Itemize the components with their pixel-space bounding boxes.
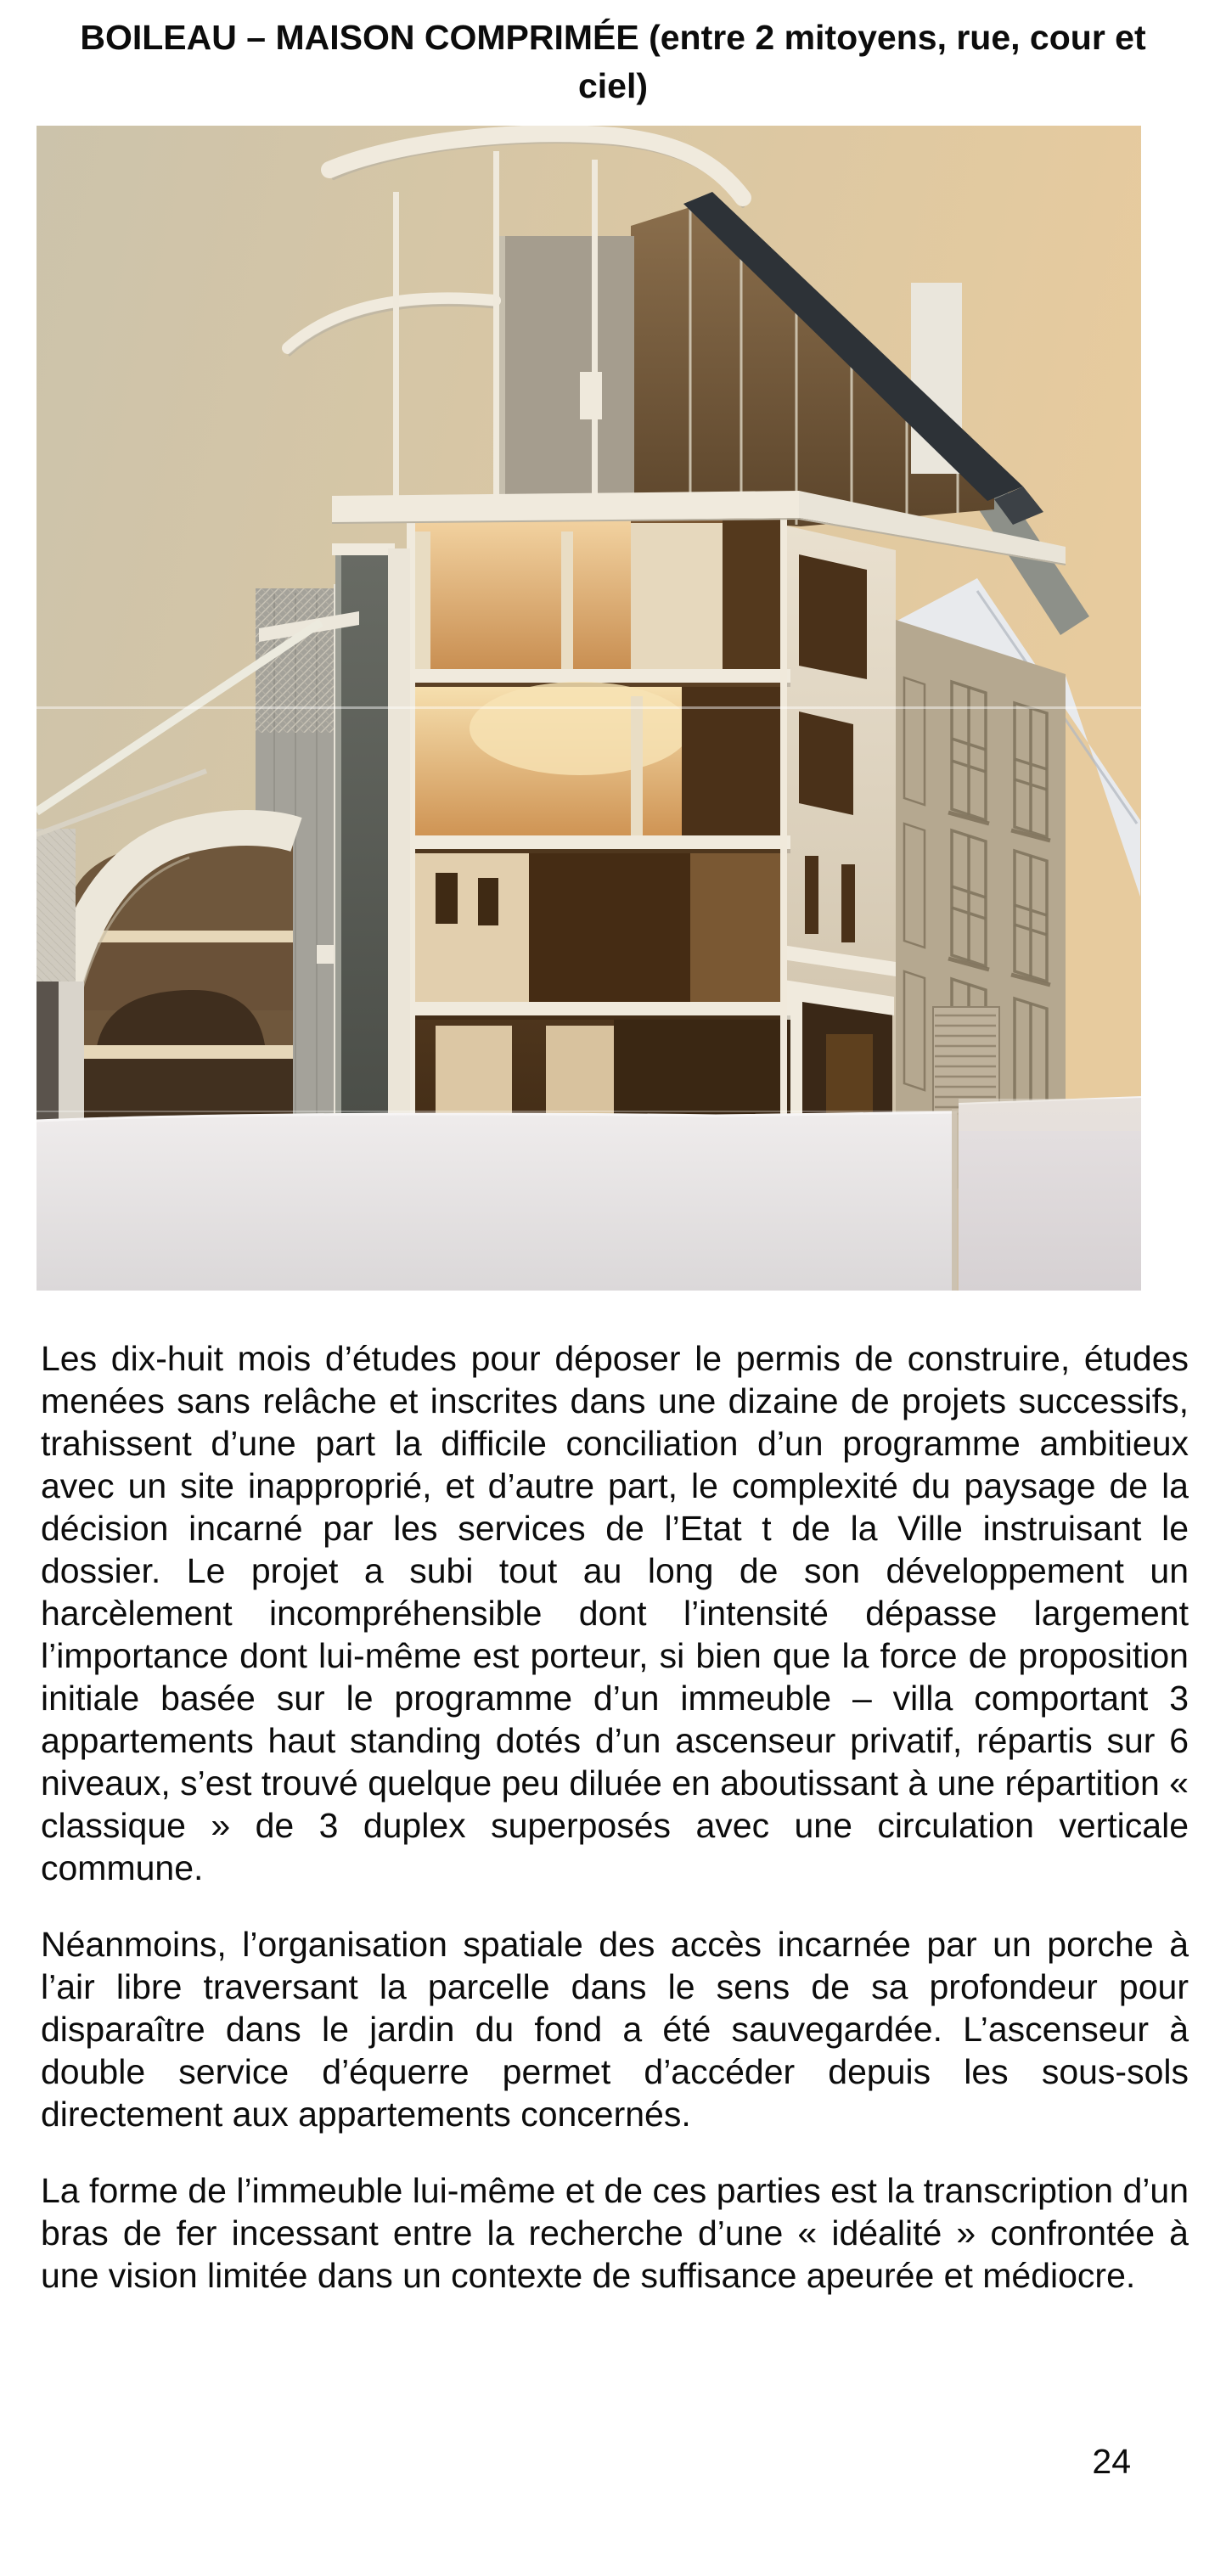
page-title: BOILEAU – MAISON COMPRIMÉE (entre 2 mitoyens, rue, cour et ciel) [80,18,1146,105]
scan-line [37,706,1141,709]
page-number: 24 [1092,2442,1131,2481]
foreground-wall [37,1097,1141,1291]
paragraph-2: Néanmoins, l’organisation spatiale des accès incarnée par un porche à l’air libre traversant la parcelle dans le sens de sa profondeur pour disparaître dans le jardin du fond a été sauvegardée. L’ascenseur à double service d’équerre permet d’accéder depuis les sous-sols directement aux appartements concernés. [41,1925,1189,2134]
model-photo-figure [37,126,1141,1291]
louver-grille [933,1007,999,1114]
paragraph-1: Les dix-huit mois d’études pour déposer le permis de construire, études menées sans relâche et inscrites dans une dizaine de projets successifs, trahissent d’une part la difficile conciliation d’un programme ambitieux avec un site inapproprié, et d’autre part, le complexité du paysage de la décision incarné par les services de l’Etat t de la Ville instruisant le dossier. Le projet a subi tout au long de son développement un harcèlement incompréhensible dont l’intensité dépasse largement l’importance dont lui-même est porteur, si bien que la force de proposition initiale basée sur le programme d’un immeuble – villa comportant 3 appartements haut standing dotés d’un ascenseur privatif, répartis sur 6 niveaux, s’est trouvé quelque peu diluée en aboutissant à une répartition « classique » de 3 duplex superposés avec une circulation verticale commune. [41,1339,1189,1887]
model-photo [37,126,1141,1291]
article-body [41,1337,1189,2297]
paragraph-3: La forme de l’immeuble lui-même et de ces parties est la transcription d’un bras de fer incessant entre la recherche d’une « idéalité » confrontée à une vision limitée dans un contexte de suffisance apeurée et médiocre. [41,2171,1189,2295]
upper-panel [498,236,634,518]
